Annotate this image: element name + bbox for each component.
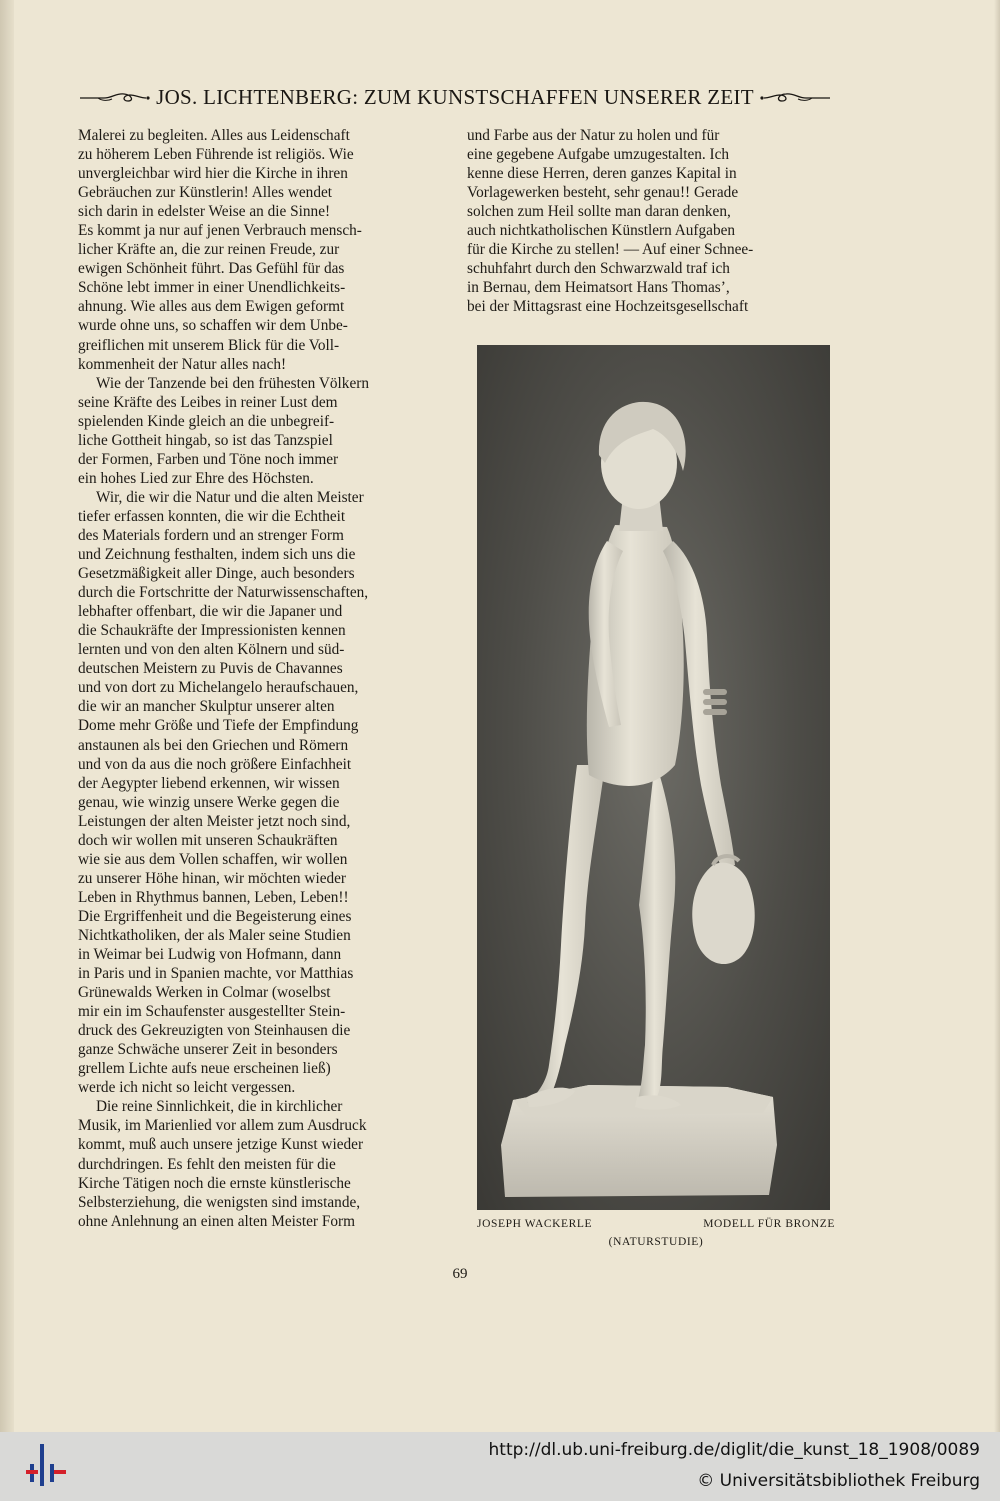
page-number: 69 bbox=[452, 1266, 468, 1282]
text-line: in Weimar bei Ludwig von Hofmann, dann bbox=[78, 946, 342, 964]
text-line: wie sie aus dem Vollen schaffen, wir wollen bbox=[78, 850, 348, 868]
right-text-column bbox=[467, 126, 837, 316]
left-text-column bbox=[78, 126, 445, 1231]
text-line: druck des Gekreuzigten von Steinhausen die bbox=[78, 1022, 351, 1040]
sculpture-figure-illustration bbox=[477, 345, 830, 1210]
text-line: Die reine Sinnlichkeit, die in kirchlicher bbox=[96, 1098, 343, 1116]
text-line: Nichtkatholiken, der als Maler seine Studien bbox=[78, 926, 351, 944]
document-url-link[interactable]: http://dl.ub.uni-freiburg.de/diglit/die_kunst_18_1908/0089 bbox=[488, 1440, 980, 1460]
text-line: anstaunen als bei den Griechen und Römern bbox=[78, 736, 349, 754]
text-line: der Aegypter liebend erkennen, wir wissen bbox=[78, 774, 340, 792]
text-line: solchen zum Heil sollte man daran denken, bbox=[467, 203, 731, 221]
text-line: ohne Anlehnung an einen alten Meister Form bbox=[78, 1212, 355, 1230]
text-line: eine gegebene Aufgabe umzugestalten. Ich bbox=[467, 146, 730, 164]
caption-title: MODELL FÜR BRONZE bbox=[703, 1218, 835, 1230]
text-line: kommenheit der Natur alles nach! bbox=[78, 355, 287, 373]
text-line: zu unserer Höhe hinan, wir möchten wieder bbox=[78, 869, 347, 887]
text-line: mir ein im Schaufenster ausgestellter Stein- bbox=[78, 1003, 346, 1021]
text-line: wurde ohne uns, so schaffen wir dem Unbe- bbox=[78, 317, 348, 335]
text-line: Leben in Rhythmus bannen, Leben, Leben!! bbox=[78, 888, 349, 906]
text-line: in Bernau, dem Heimatsort Hans Thomas’, bbox=[467, 279, 730, 297]
text-line: schuhfahrt durch den Schwarzwald traf ich bbox=[467, 260, 730, 278]
text-line: Dome mehr Größe und Tiefe der Empfindung bbox=[78, 717, 359, 735]
text-line: doch wir wollen mit unseren Schaukräften bbox=[78, 831, 338, 849]
text-line: unvergleichbar wird hier die Kirche in ihren bbox=[78, 165, 348, 183]
text-line: seine Kräfte des Leibes in reiner Lust dem bbox=[78, 393, 338, 411]
text-line: in Paris und in Spanien machte, vor Matthias bbox=[78, 965, 354, 983]
text-line: und Zeichnung festhalten, indem sich uns die bbox=[78, 546, 356, 564]
text-line: Es kommt ja nur auf jenen Verbrauch mensch- bbox=[78, 222, 362, 240]
header-title: JOS. LICHTENBERG: ZUM KUNSTSCHAFFEN UNSERER ZEIT bbox=[156, 84, 754, 109]
text-line: durchdringen. Es fehlt den meisten für die bbox=[78, 1155, 336, 1173]
footer-bar bbox=[0, 1432, 1000, 1501]
copyright-notice: © Universitätsbibliothek Freiburg bbox=[697, 1471, 980, 1491]
text-line: lernten und von den alten Kölnern und süd- bbox=[78, 641, 345, 659]
text-line: ahnung. Wie alles aus dem Ewigen geformt bbox=[78, 298, 345, 316]
text-line: Wir, die wir die Natur und die alten Meister bbox=[96, 488, 364, 506]
text-line: lebhafter offenbart, die wir die Japaner und bbox=[78, 603, 343, 621]
text-line: und von dort zu Michelangelo heraufschauen, bbox=[78, 679, 359, 697]
text-line: werde ich nicht so leicht vergessen. bbox=[78, 1079, 296, 1097]
text-line: und Farbe aus der Natur zu holen und für bbox=[467, 127, 720, 144]
text-line: Gebräuchen zur Künstlerin! Alles wendet bbox=[78, 184, 333, 202]
text-line: sich darin in edelster Weise an die Sinne! bbox=[78, 203, 331, 221]
text-line: deutschen Meistern zu Puvis de Chavannes bbox=[78, 660, 343, 678]
text-line: die Schaukräfte der Impressionisten kennen bbox=[78, 622, 346, 640]
page-binding-edge bbox=[0, 0, 14, 1432]
figure-caption bbox=[477, 1218, 835, 1230]
text-line: kenne diese Herren, deren ganzes Kapital in bbox=[467, 165, 737, 183]
text-line: Malerei zu begleiten. Alles aus Leidenschaft bbox=[78, 127, 350, 144]
text-line: Schöne lebt immer in einer Unendlichkeits- bbox=[78, 279, 346, 297]
text-line: ganze Schwäche unserer Zeit in besonders bbox=[78, 1041, 338, 1059]
text-line: die wir an mancher Skulptur unserer alten bbox=[78, 698, 335, 716]
text-line: Vorlagewerken besteht, sehr genau!! Gerade bbox=[467, 184, 739, 202]
text-line: kommt, muß auch unsere jetzige Kunst wieder bbox=[78, 1136, 364, 1154]
text-line: des Materials fordern und an strenger Form bbox=[78, 526, 344, 544]
text-line: genau, wie winzig unsere Werke gegen die bbox=[78, 793, 340, 811]
text-line: der Formen, Farben und Töne noch immer bbox=[78, 450, 339, 468]
text-line: für die Kirche zu stellen! — Auf einer Schnee- bbox=[467, 241, 754, 259]
text-line: ein hohes Lied zur Ehre des Höchsten. bbox=[78, 469, 314, 487]
sculpture-photograph bbox=[477, 345, 830, 1210]
text-line: Leistungen der alten Meister jetzt noch sind, bbox=[78, 812, 351, 830]
caption-subtitle: (NATURSTUDIE) bbox=[608, 1236, 704, 1248]
left-flourish-icon bbox=[78, 89, 150, 105]
text-line: spielenden Kinde gleich an die unbegreif- bbox=[78, 412, 335, 430]
text-line: bei der Mittagsrast eine Hochzeitsgesellschaft bbox=[467, 298, 749, 316]
text-line: Wie der Tanzende bei den frühesten Völkern bbox=[96, 374, 369, 392]
university-library-logo-icon bbox=[26, 1442, 66, 1488]
text-line: Grünewalds Werken in Colmar (woselbst bbox=[78, 984, 331, 1002]
text-line: und von da aus die noch größere Einfachheit bbox=[78, 755, 352, 773]
page-right-edge bbox=[994, 0, 1000, 1432]
text-line: grellem Lichte aufs neue erscheinen ließ) bbox=[78, 1060, 331, 1078]
text-line: Gesetzmäßigkeit aller Dinge, auch besonders bbox=[78, 565, 355, 583]
text-line: durch die Fortschritte der Naturwissenschaften, bbox=[78, 584, 369, 602]
text-line: Kirche Tätigen noch die ernste künstlerische bbox=[78, 1174, 351, 1192]
text-line: ewigen Schönheit führt. Das Gefühl für das bbox=[78, 260, 345, 278]
text-line: zu höherem Leben Führende ist religiös. Wie bbox=[78, 146, 354, 164]
text-line: Selbsterziehung, die wenigsten sind imstande, bbox=[78, 1193, 361, 1211]
text-line: Die Ergriffenheit und die Begeisterung eines bbox=[78, 907, 352, 925]
text-line: auch nichtkatholischen Künstlern Aufgaben bbox=[467, 222, 736, 240]
text-line: tiefer erfassen konnten, die wir die Echtheit bbox=[78, 507, 346, 525]
text-line: licher Kräfte an, die zur reinen Freude, zur bbox=[78, 241, 340, 259]
caption-artist: JOSEPH WACKERLE bbox=[477, 1218, 593, 1230]
right-flourish-icon bbox=[760, 89, 832, 105]
text-line: liche Gottheit hingab, so ist das Tanzspiel bbox=[78, 431, 333, 449]
running-header bbox=[70, 83, 840, 111]
text-line: Musik, im Marienlied vor allem zum Ausdruck bbox=[78, 1117, 367, 1135]
text-line: greiflichen mit unserem Blick für die Voll- bbox=[78, 336, 340, 354]
